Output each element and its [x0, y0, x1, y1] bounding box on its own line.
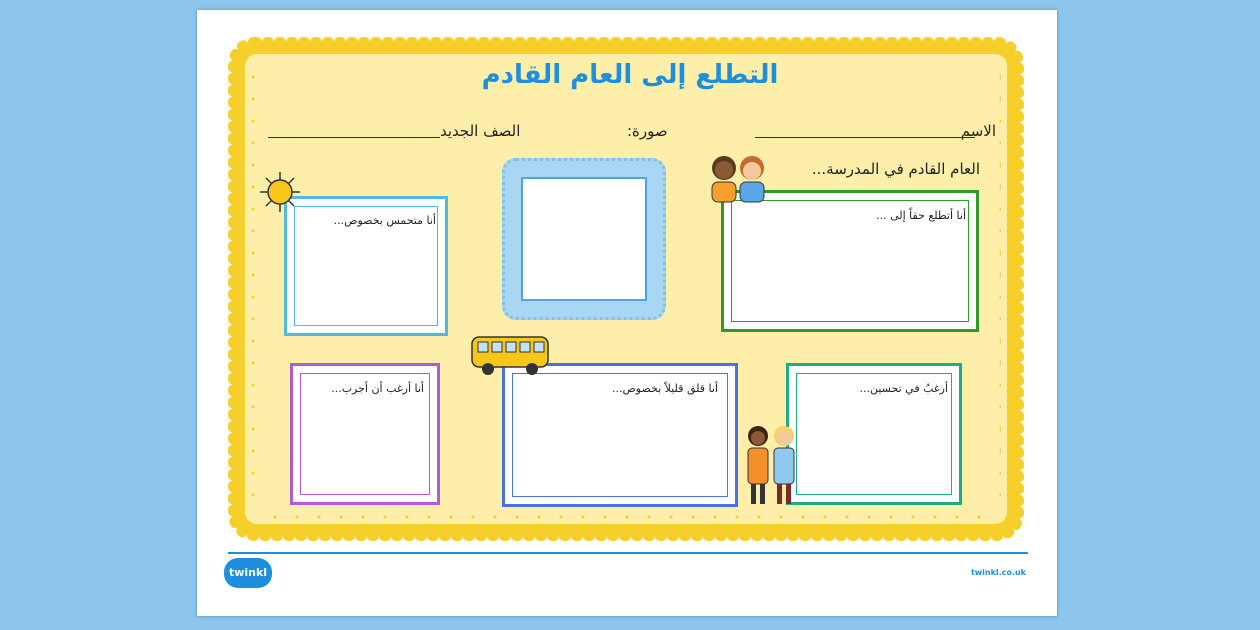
new-class-label: الصف الجديد	[440, 122, 521, 140]
excited-about-prompt: أنا متحمس بخصوص...	[333, 214, 436, 227]
new-class-line[interactable]	[268, 137, 440, 138]
twinkl-logo: twinkl	[224, 558, 272, 588]
worksheet-title: التطلع إلى العام القادم	[481, 60, 779, 90]
photo-frame	[502, 158, 666, 320]
footer-divider	[228, 552, 1028, 554]
school-bus-icon	[470, 333, 552, 379]
name-label: الاسم	[960, 122, 996, 140]
name-line[interactable]	[755, 137, 975, 138]
looking-forward-prompt: أنا أتطلع حقاً إلى ...	[876, 209, 966, 222]
section-heading: العام القادم في المدرسة...	[811, 160, 980, 178]
worried-about-prompt: أنا قلق قليلاً بخصوص...	[612, 382, 718, 395]
photo-area[interactable]	[521, 177, 647, 301]
want-to-improve-prompt: أرغبُ في تحسين...	[859, 382, 948, 395]
photo-label: صورة:	[627, 122, 668, 140]
children-standing-icon	[744, 422, 800, 508]
want-to-try-prompt: أنا أرغب أن أجرب...	[331, 382, 424, 395]
website-link[interactable]: twinkl.co.uk	[970, 568, 1026, 577]
sun-icon	[258, 170, 302, 214]
children-talking-icon	[702, 150, 772, 206]
